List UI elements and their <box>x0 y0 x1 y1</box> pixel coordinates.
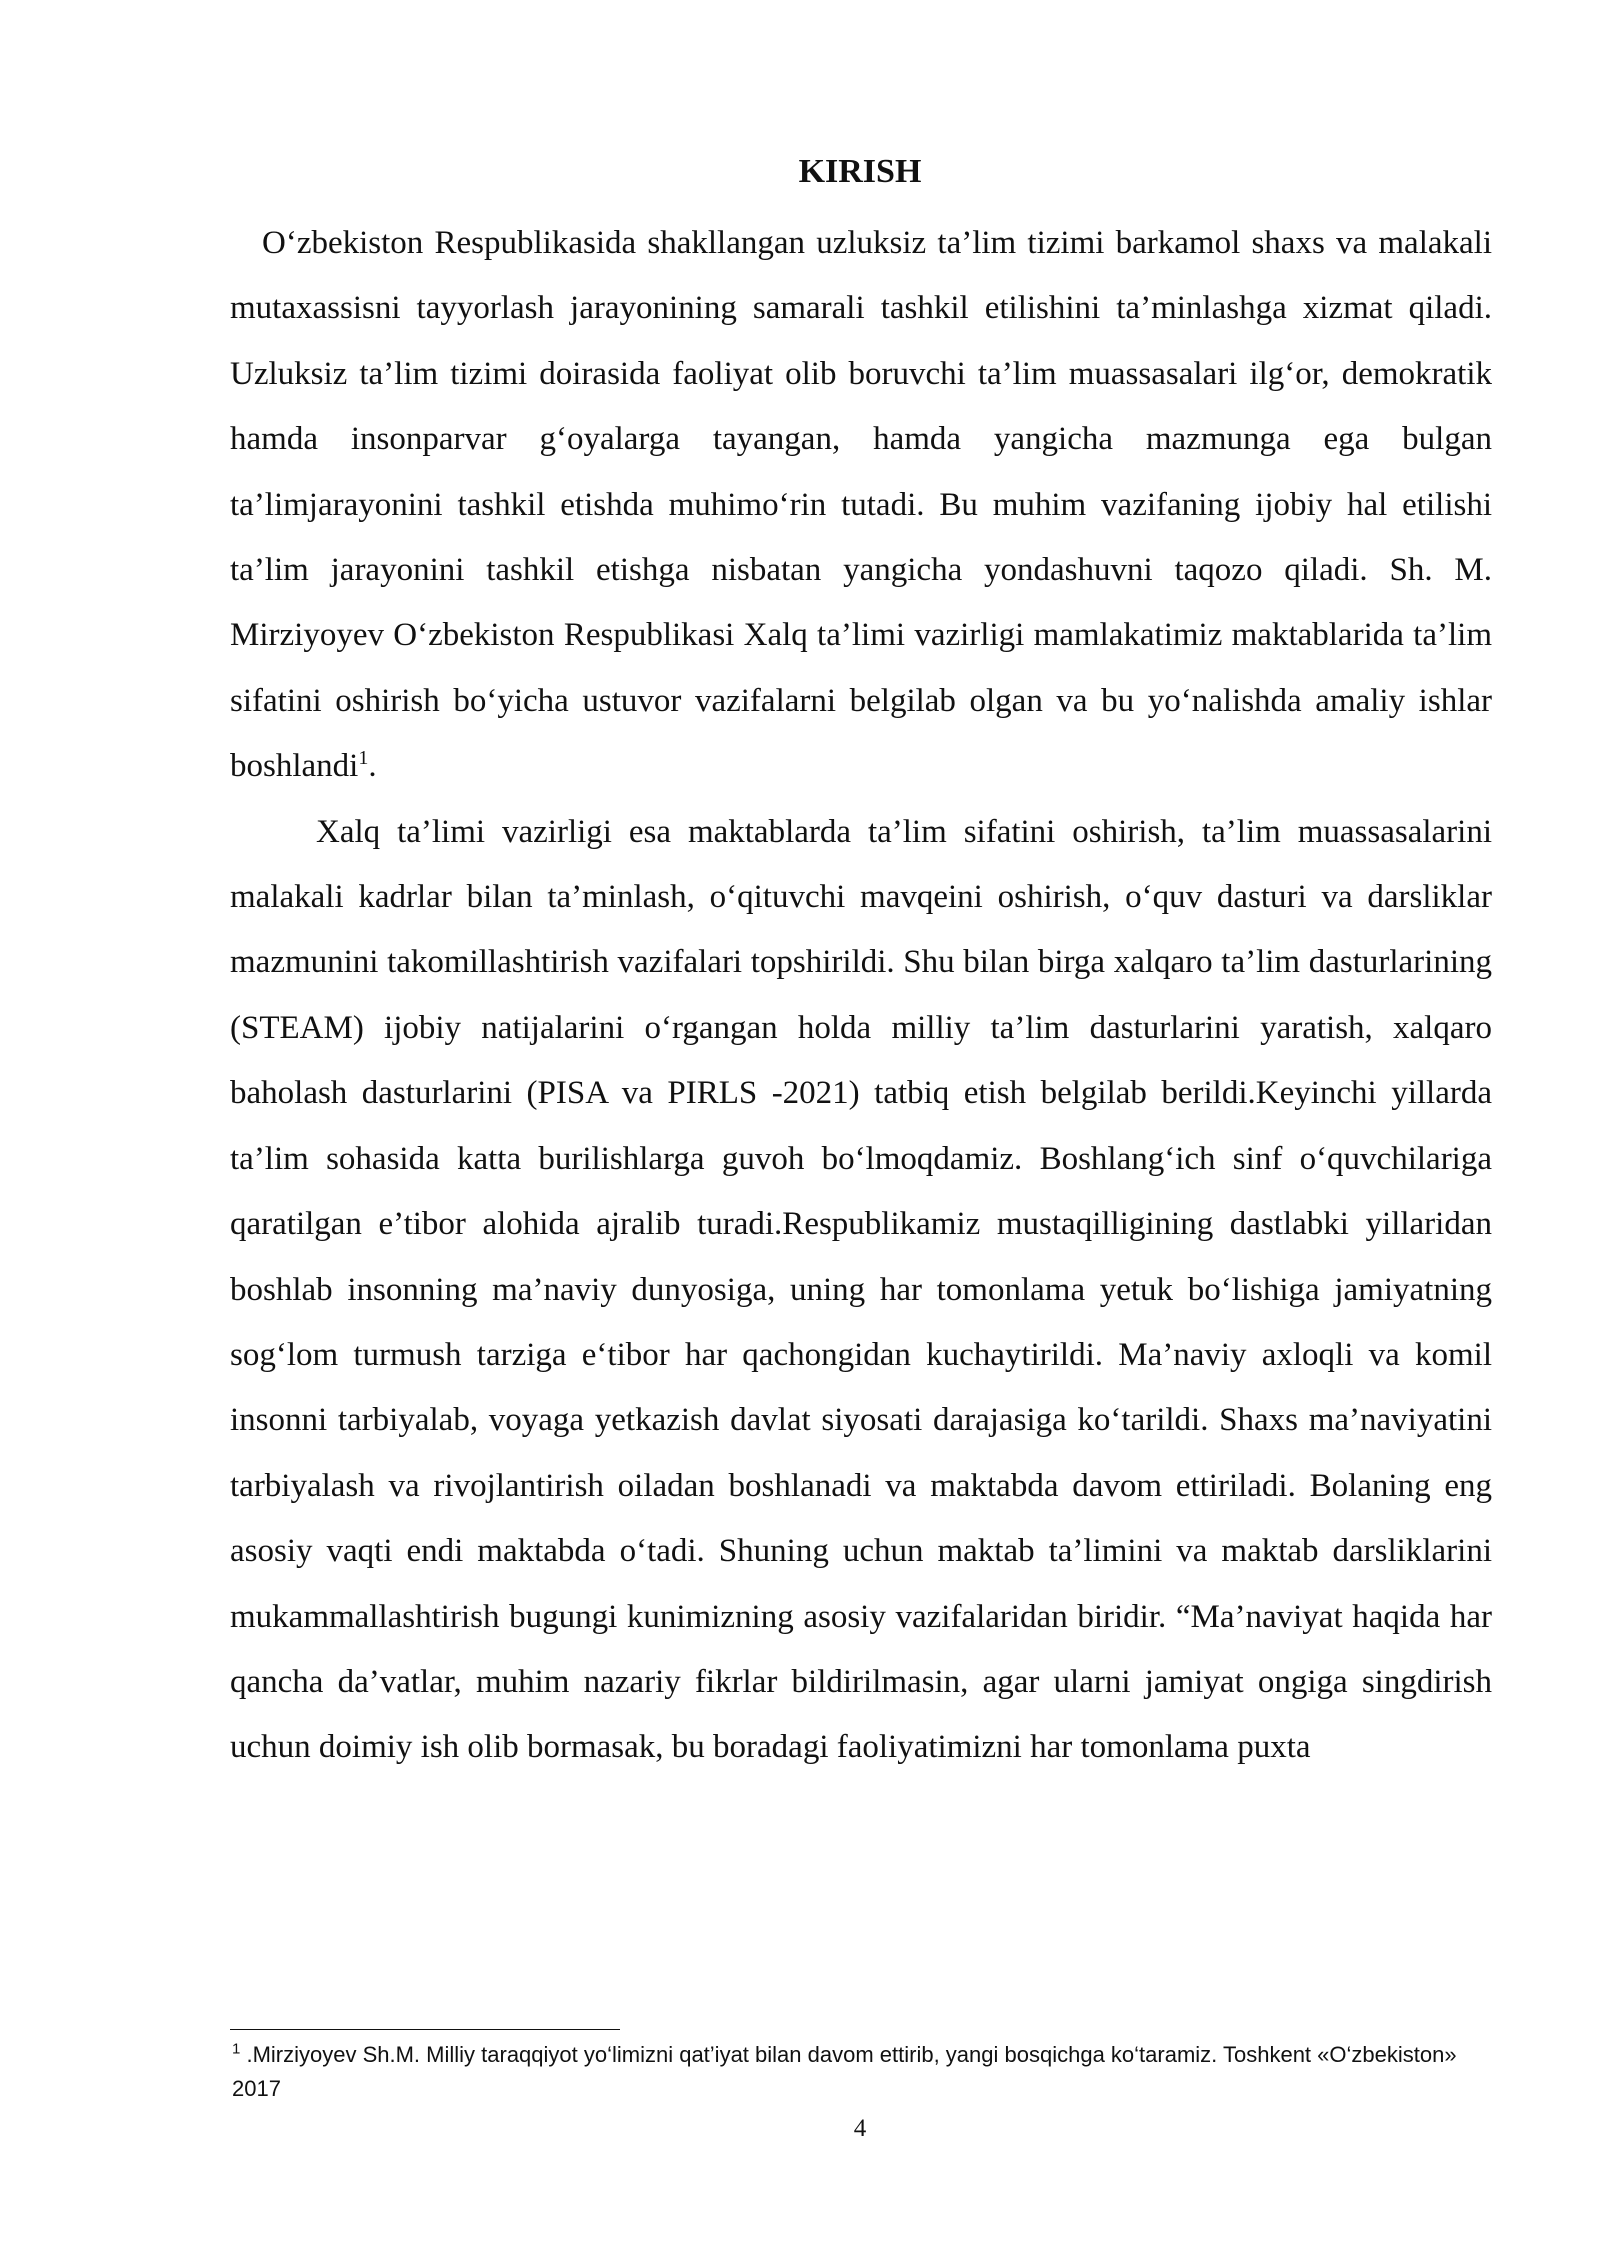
footnote-text: .Mirziyoyev Sh.M. Milliy taraqqiyot yo‘limizni qat’iyat bilan davom ettirib, yangi bosqichga ko‘taramiz. Toshkent «O‘zbekiston» 2017 <box>232 2042 1457 2101</box>
page-title: KIRISH <box>798 153 922 190</box>
paragraph-intro <box>230 211 1492 800</box>
page-number: 4 <box>853 2115 867 2142</box>
paragraph-intro-text: O‘zbekiston Respublikasida shakllangan uzluksiz ta’lim tizimi barkamol shaxs va malakali mutaxassisni tayyorlash jarayonining samarali tashkil etilishini ta’minlashga xizmat qiladi. Uzluksiz ta’lim tizimi doirasida faoliyat olib boruvchi ta’lim muassasalari ilg‘or, demokratik hamda insonparvar g‘oyalarga tayangan, hamda yangicha mazmunga ega bulgan ta’limjarayonini tashkil etishda muhimo‘rin tutadi. Bu muhim vazifaning ijobiy hal etilishi ta’lim jarayonini tashkil etishga nisbatan yangicha yondashuvni taqozo qiladi. Sh. M. Mirziyoyev O‘zbekiston Respublikasi Xalq ta’limi vazirligi mamlakatimiz maktablarida ta’lim sifatini oshirish bo‘yicha ustuvor vazifalarni belgilab olgan va bu yo‘nalishda amaliy ishlar boshlandi <box>230 225 1492 785</box>
footnote-number: 1 <box>232 2040 241 2058</box>
body-text <box>230 211 1492 1781</box>
paragraph-ministry: Xalq ta’limi vazirligi esa maktablarda ta’lim sifatini oshirish, ta’lim muassasalarini malakali kadrlar bilan ta’minlash, o‘qituvchi mavqeini oshirish, o‘quv dasturi va darsliklar mazmunini takomillashtirish vazifalari topshirildi. Shu bilan birga xalqaro ta’lim dasturlarining (STEAM) ijobiy natijalarini o‘rgangan holda milliy ta’lim dasturlarini yaratish, xalqaro baholash dasturlarini (PISA va PIRLS -2021) tatbiq etish belgilab berildi.Keyinchi yillarda ta’lim sohasida katta burilishlarga guvoh bo‘lmoqdamiz. Boshlang‘ich sinf o‘quvchilariga qaratilgan e’tibor alohida ajralib turadi.Respublikamiz mustaqilligining dastlabki yillaridan boshlab insonning ma’naviy dunyosiga, uning har tomonlama yetuk bo‘lishiga jamiyatning sog‘lom turmush tarziga e‘tibor har qachongidan kuchaytirildi. Ma’naviy axloqli va komil insonni tarbiyalab, voyaga yetkazish davlat siyosati darajasiga ko‘tarildi. Shaxs ma’naviyatini tarbiyalash va rivojlantirish oiladan boshlanadi va maktabda davom ettiriladi. Bolaning eng asosiy vaqti endi maktabda o‘tadi. Shuning uchun maktab ta’limini va maktab darsliklarini mukammallashtirish bugungi kunimizning asosiy vazifalaridan biridir. “Ma’naviyat haqida har qancha da’vatlar, muhim nazariy fikrlar bildirilmasin, agar ularni jamiyat ongiga singdirish uchun doimiy ish olib bormasak, bu boradagi faoliyatimizni har tomonlama puxta <box>230 813 1492 1766</box>
paragraph-intro-tail: . <box>368 748 377 785</box>
footnote-reference[interactable]: 1 <box>358 747 369 770</box>
footnote <box>232 2038 1492 2106</box>
footnote-separator <box>230 2029 620 2030</box>
